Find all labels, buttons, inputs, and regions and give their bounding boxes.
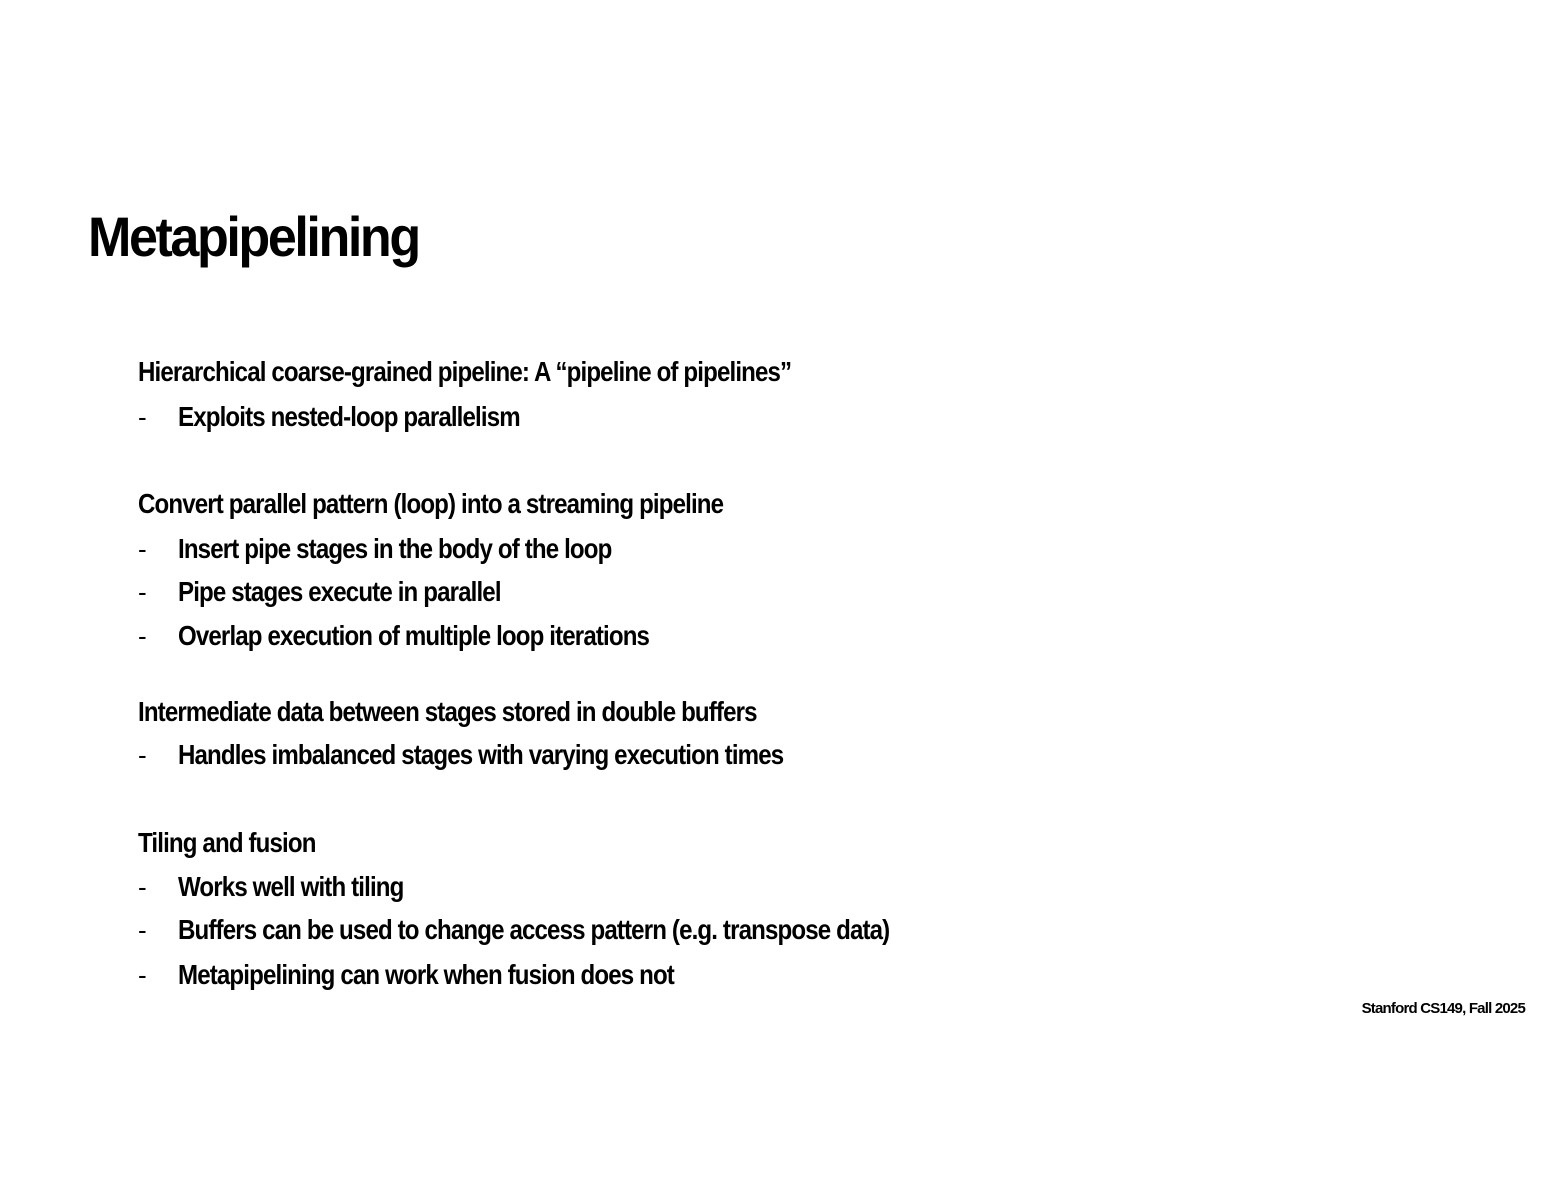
section-heading: Tiling and fusion [138,827,316,858]
bullet-text: Insert pipe stages in the body of the loop [178,533,612,564]
bullet-text: Buffers can be used to change access pattern (e.g. transpose data) [178,914,890,945]
slide-title: Metapipelining [88,205,419,268]
bullet-dash: - [138,740,147,770]
section-heading: Hierarchical coarse-grained pipeline: A “pipeline of pipelines” [138,356,792,387]
bullet-text: Overlap execution of multiple loop iterations [178,620,650,651]
bullet-dash: - [138,960,147,990]
bullet-text: Pipe stages execute in parallel [178,576,501,607]
bullet-dash: - [138,534,147,564]
bullet-dash: - [138,577,147,607]
section-heading: Convert parallel pattern (loop) into a streaming pipeline [138,488,724,519]
bullet-dash: - [138,915,147,945]
bullet-text: Exploits nested-loop parallelism [178,401,520,432]
section-heading: Intermediate data between stages stored in double buffers [138,696,757,727]
bullet-text: Metapipelining can work when fusion does not [178,959,674,990]
slide-footer: Stanford CS149, Fall 2025 [1361,1000,1525,1017]
bullet-dash: - [138,402,147,432]
bullet-dash: - [138,621,147,651]
bullet-dash: - [138,872,147,902]
bullet-text: Handles imbalanced stages with varying execution times [178,739,784,770]
bullet-text: Works well with tiling [178,871,404,902]
